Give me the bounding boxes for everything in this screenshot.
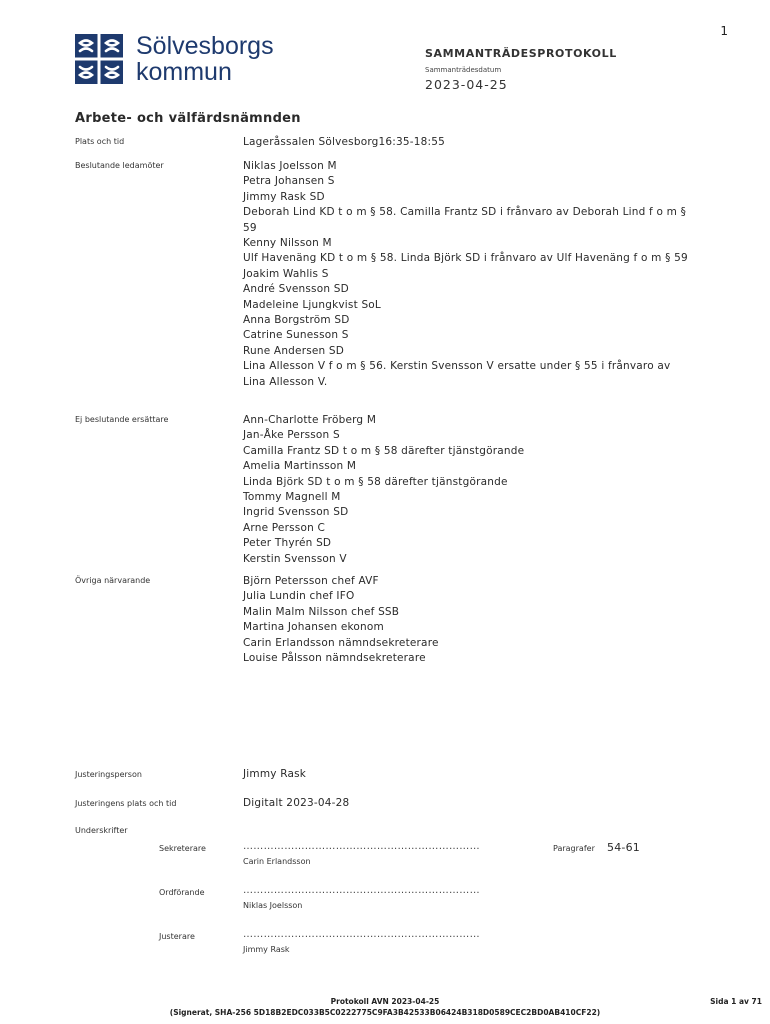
list-item: Deborah Lind KD t o m § 58. Camilla Frantz SD i frånvaro av Deborah Lind f o m § <box>243 206 687 219</box>
adjustment-place-value: Digitalt 2023-04-28 <box>243 797 350 809</box>
list-item: 59 <box>243 221 257 234</box>
others-present-label: Övriga närvarande <box>75 576 151 585</box>
list-item: Anna Borgström SD <box>243 314 350 327</box>
list-item: Catrine Sunesson S <box>243 329 349 342</box>
list-item: Madeleine Ljungkvist SoL <box>243 298 381 311</box>
municipality-logo-icon <box>75 34 123 84</box>
list-item: Kenny Nilsson M <box>243 237 332 250</box>
list-item: Jan-Åke Persson S <box>243 429 340 442</box>
adjustment-place-label: Justeringens plats och tid <box>75 799 177 808</box>
adjuster-role: Justerare <box>159 932 195 941</box>
list-item: Malin Malm Nilsson chef SSB <box>243 605 400 618</box>
footer-signature-hash: (Signerat, SHA-256 5D18B2EDC033B5C0222775C9FA3B42533B06424B318D0589CEC2BD0AB410CF22) <box>169 1008 601 1017</box>
members-list <box>243 159 688 390</box>
paragraphs-value: 54-61 <box>607 841 640 854</box>
others-present-list <box>243 574 439 666</box>
list-item: Petra Johansen S <box>243 175 335 188</box>
list-item: Björn Petersson chef AVF <box>243 575 379 587</box>
chair-name: Niklas Joelsson <box>243 901 303 910</box>
list-item: Lina Allesson V f o m § 56. Kerstin Svensson V ersatte under § 55 i frånvaro av <box>243 360 671 373</box>
substitutes-list <box>243 413 524 567</box>
list-item: Rune Andersen SD <box>243 344 345 357</box>
signature-line: …………………………………………………………… <box>243 885 480 896</box>
list-item: Jimmy Rask SD <box>243 190 325 203</box>
paragraphs-label: Paragrafer <box>553 844 595 853</box>
signature-line: …………………………………………………………… <box>243 841 480 852</box>
adjuster-value: Jimmy Rask <box>243 768 307 780</box>
brand-name-line1: Sölvesborgs <box>136 32 274 60</box>
signatures-label: Underskrifter <box>75 826 128 835</box>
committee-title: Arbete- och välfärdsnämnden <box>75 111 301 126</box>
place-time-label: Plats och tid <box>75 137 125 146</box>
list-item: Louise Pålsson nämndsekreterare <box>243 652 426 665</box>
list-item: Joakim Wahlis S <box>243 267 329 280</box>
list-item: Amelia Martinsson M <box>243 460 357 473</box>
list-item: Julia Lundin chef IFO <box>243 590 355 603</box>
list-item: Linda Björk SD t o m § 58 därefter tjänstgörande <box>243 475 508 488</box>
secretary-role: Sekreterare <box>159 844 206 853</box>
list-item: Ingrid Svensson SD <box>243 506 349 519</box>
brand-name-line2: kommun <box>136 58 232 86</box>
meeting-date: 2023-04-25 <box>425 77 508 92</box>
secretary-name: Carin Erlandsson <box>243 857 311 866</box>
meeting-date-label: Sammanträdesdatum <box>425 66 502 74</box>
list-item: André Svensson SD <box>243 283 349 296</box>
list-item: Camilla Frantz SD t o m § 58 därefter tjänstgörande <box>243 444 525 457</box>
list-item: Tommy Magnell M <box>243 491 341 504</box>
list-item: Martina Johansen ekonom <box>243 621 384 634</box>
list-item: Ulf Havenäng KD t o m § 58. Linda Björk SD i frånvaro av Ulf Havenäng f o m § 59 <box>243 252 688 265</box>
list-item: Kerstin Svensson V <box>243 552 347 565</box>
document-type: SAMMANTRÄDESPROTOKOLL <box>425 47 617 60</box>
page-number: 1 <box>720 24 728 38</box>
list-item: Lina Allesson V. <box>243 375 328 388</box>
page-of-total: Sida 1 av 71 <box>710 997 762 1006</box>
footer-protocol: Protokoll AVN 2023-04-25 <box>330 997 440 1006</box>
place-time-value: Lageråssalen Sölvesborg16:35-18:55 <box>243 136 446 148</box>
members-label: Beslutande ledamöter <box>75 161 164 170</box>
adjuster-label: Justeringsperson <box>75 770 142 779</box>
adjuster-sign-name: Jimmy Rask <box>243 945 290 954</box>
chair-role: Ordförande <box>159 888 205 897</box>
list-item: Ann-Charlotte Fröberg M <box>243 414 377 426</box>
substitutes-label: Ej beslutande ersättare <box>75 415 169 424</box>
list-item: Carin Erlandsson nämndsekreterare <box>243 636 439 649</box>
signature-line: …………………………………………………………… <box>243 929 480 940</box>
list-item: Peter Thyrén SD <box>243 537 332 550</box>
list-item: Niklas Joelsson M <box>243 160 337 172</box>
list-item: Arne Persson C <box>243 521 325 534</box>
